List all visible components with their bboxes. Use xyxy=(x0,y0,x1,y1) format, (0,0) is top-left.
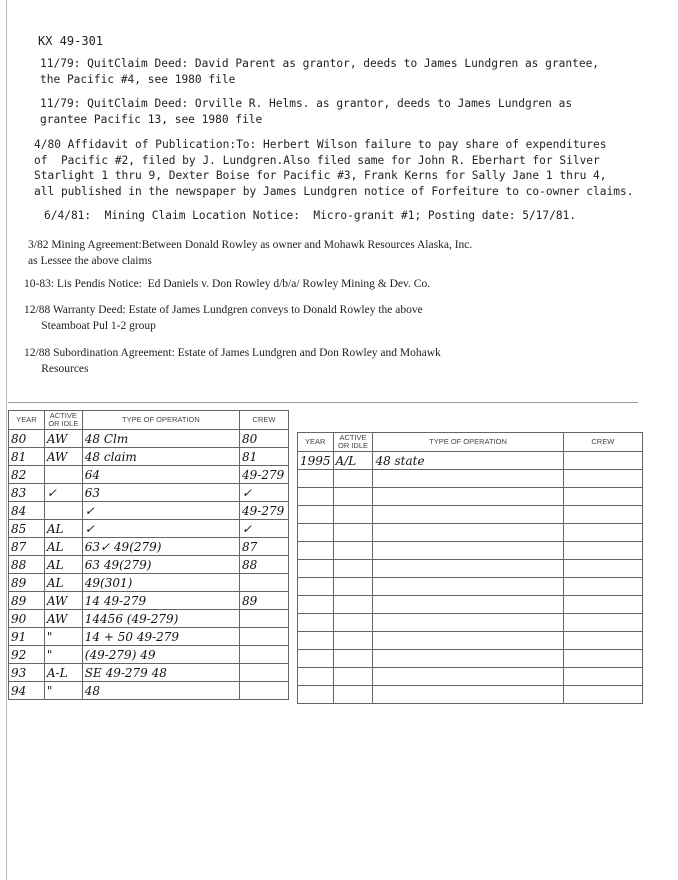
operation-cell xyxy=(373,668,563,686)
crew-cell xyxy=(563,614,642,632)
operation-cell: ✓ xyxy=(82,502,239,520)
col-crew-header: CREW xyxy=(240,411,289,430)
left-operations-table xyxy=(8,410,289,700)
table-row xyxy=(9,484,289,502)
crew-cell xyxy=(563,452,642,470)
active-cell: " xyxy=(44,628,82,646)
crew-cell: 81 xyxy=(240,448,289,466)
table-row xyxy=(9,574,289,592)
col-crew-header: CREW xyxy=(563,433,642,452)
table-row xyxy=(298,668,643,686)
active-cell xyxy=(333,488,373,506)
col-operation-header: TYPE OF OPERATION xyxy=(373,433,563,452)
year-cell: 91 xyxy=(9,628,45,646)
table-row xyxy=(9,664,289,682)
year-cell xyxy=(298,596,334,614)
table-row xyxy=(298,488,643,506)
table-row xyxy=(9,556,289,574)
entry-warranty-deed: 12/88 Warranty Deed: Estate of James Lundgren conveys to Donald Rowley the above Steamboat Pul 1-2 group xyxy=(24,304,423,332)
crew-cell: 49-279 xyxy=(240,502,289,520)
active-cell xyxy=(333,596,373,614)
table-row xyxy=(9,466,289,484)
year-cell: 87 xyxy=(9,538,45,556)
divider-line xyxy=(8,402,638,403)
col-active-header: ACTIVE OR IDLE xyxy=(44,411,82,430)
entry-affidavit: 4/80 Affidavit of Publication:To: Herbert Wilson failure to pay share of expenditures of Pacific #2, filed by J. Lundgren.Also filed same for John R. Eberhart for Silver Starlight 1 thru 9, Dexter Boise for Pacific #3, Frank Kerns for Sally Jane 1 thru 4, all published in the newspaper by James Lundgren notice of Forfeiture to co-owner claims. xyxy=(34,138,634,198)
doc-id: KX 49-301 xyxy=(38,34,104,48)
table-row xyxy=(298,596,643,614)
table-row xyxy=(298,506,643,524)
active-cell: " xyxy=(44,646,82,664)
table-row xyxy=(298,578,643,596)
crew-cell xyxy=(563,632,642,650)
table-row xyxy=(9,610,289,628)
year-cell xyxy=(298,686,334,704)
operation-cell: 48 state xyxy=(373,452,563,470)
operation-cell: ✓ xyxy=(82,520,239,538)
active-cell: AW xyxy=(44,610,82,628)
active-cell xyxy=(333,668,373,686)
table-row xyxy=(9,628,289,646)
table-row xyxy=(9,520,289,538)
table-row xyxy=(9,682,289,700)
active-cell: AW xyxy=(44,430,82,448)
crew-cell xyxy=(563,596,642,614)
year-cell xyxy=(298,542,334,560)
table-row xyxy=(298,542,643,560)
operation-cell: 64 xyxy=(82,466,239,484)
table-row xyxy=(298,686,643,704)
operation-cell xyxy=(373,650,563,668)
crew-cell xyxy=(563,542,642,560)
year-cell: 1995 xyxy=(298,452,334,470)
operation-cell xyxy=(373,506,563,524)
operation-cell: SE 49-279 48 xyxy=(82,664,239,682)
active-cell: A/L xyxy=(333,452,373,470)
year-cell: 93 xyxy=(9,664,45,682)
active-cell xyxy=(333,650,373,668)
crew-cell xyxy=(240,610,289,628)
crew-cell xyxy=(563,686,642,704)
table-row xyxy=(9,502,289,520)
crew-cell: 88 xyxy=(240,556,289,574)
crew-cell xyxy=(563,470,642,488)
table-row xyxy=(298,650,643,668)
year-cell: 82 xyxy=(9,466,45,484)
crew-cell: ✓ xyxy=(240,484,289,502)
active-cell: ✓ xyxy=(44,484,82,502)
entry-subordination: 12/88 Subordination Agreement: Estate of James Lundgren and Don Rowley and Mohawk Resources xyxy=(24,347,441,375)
year-cell xyxy=(298,650,334,668)
operation-cell: 14 + 50 49-279 xyxy=(82,628,239,646)
table-row xyxy=(298,524,643,542)
active-cell: AW xyxy=(44,448,82,466)
entry-location-notice: 6/4/81: Mining Claim Location Notice: Micro-granit #1; Posting date: 5/17/81. xyxy=(44,209,577,222)
active-cell xyxy=(333,686,373,704)
crew-cell xyxy=(240,646,289,664)
crew-cell xyxy=(563,506,642,524)
table-row xyxy=(298,632,643,650)
crew-cell: 89 xyxy=(240,592,289,610)
year-cell xyxy=(298,506,334,524)
active-cell: AL xyxy=(44,556,82,574)
entry-quitclaim-helms: 11/79: QuitClaim Deed: Orville R. Helms. as grantor, deeds to James Lundgren as grantee Pacific 13, see 1980 file xyxy=(40,97,573,126)
active-cell: AL xyxy=(44,538,82,556)
active-cell: AL xyxy=(44,520,82,538)
year-cell xyxy=(298,524,334,542)
crew-cell xyxy=(240,574,289,592)
year-cell: 89 xyxy=(9,574,45,592)
crew-cell xyxy=(563,488,642,506)
crew-cell xyxy=(240,682,289,700)
year-cell: 94 xyxy=(9,682,45,700)
year-cell: 89 xyxy=(9,592,45,610)
year-cell: 81 xyxy=(9,448,45,466)
operation-cell: 48 claim xyxy=(82,448,239,466)
year-cell xyxy=(298,470,334,488)
active-cell xyxy=(333,560,373,578)
year-cell: 92 xyxy=(9,646,45,664)
active-cell xyxy=(333,470,373,488)
table-row xyxy=(298,470,643,488)
operation-cell xyxy=(373,578,563,596)
crew-cell xyxy=(240,628,289,646)
right-operations-table xyxy=(297,432,643,704)
col-year-header: YEAR xyxy=(298,433,334,452)
operation-cell: 63✓ 49(279) xyxy=(82,538,239,556)
year-cell xyxy=(298,560,334,578)
year-cell: 88 xyxy=(9,556,45,574)
entry-mining-agreement: 3/82 Mining Agreement:Between Donald Rowley as owner and Mohawk Resources Alaska, Inc. as Lessee the above claims xyxy=(28,239,473,267)
operation-cell xyxy=(373,542,563,560)
operation-cell: (49-279) 49 xyxy=(82,646,239,664)
table-row xyxy=(9,538,289,556)
year-cell: 83 xyxy=(9,484,45,502)
table-header-row xyxy=(9,411,289,430)
active-cell: " xyxy=(44,682,82,700)
crew-cell: ✓ xyxy=(240,520,289,538)
crew-cell: 49-279 xyxy=(240,466,289,484)
table-row xyxy=(298,560,643,578)
operation-cell: 48 Clm xyxy=(82,430,239,448)
active-cell xyxy=(333,578,373,596)
operation-cell xyxy=(373,488,563,506)
table-row xyxy=(9,646,289,664)
year-cell xyxy=(298,668,334,686)
crew-cell xyxy=(563,524,642,542)
operation-cell: 49(301) xyxy=(82,574,239,592)
year-cell: 80 xyxy=(9,430,45,448)
table-header-row xyxy=(298,433,643,452)
year-cell xyxy=(298,632,334,650)
col-active-header: ACTIVE OR IDLE xyxy=(333,433,373,452)
crew-cell: 80 xyxy=(240,430,289,448)
operation-cell: 63 49(279) xyxy=(82,556,239,574)
operation-cell xyxy=(373,560,563,578)
operation-cell: 48 xyxy=(82,682,239,700)
operation-cell: 14 49-279 xyxy=(82,592,239,610)
page-edge xyxy=(6,0,7,880)
year-cell: 90 xyxy=(9,610,45,628)
active-cell: AL xyxy=(44,574,82,592)
crew-cell xyxy=(563,578,642,596)
crew-cell xyxy=(563,650,642,668)
operation-cell: 63 xyxy=(82,484,239,502)
crew-cell xyxy=(563,560,642,578)
year-cell xyxy=(298,578,334,596)
entry-lis-pendis: 10-83: Lis Pendis Notice: Ed Daniels v. Don Rowley d/b/a/ Rowley Mining & Dev. Co. xyxy=(24,278,431,290)
active-cell xyxy=(44,466,82,484)
table-row xyxy=(298,452,643,470)
active-cell xyxy=(333,506,373,524)
year-cell xyxy=(298,488,334,506)
active-cell xyxy=(333,614,373,632)
operation-cell xyxy=(373,632,563,650)
crew-cell xyxy=(563,668,642,686)
active-cell: AW xyxy=(44,592,82,610)
entry-quitclaim-parent: 11/79: QuitClaim Deed: David Parent as grantor, deeds to James Lundgren as grantee, the Pacific #4, see 1980 file xyxy=(40,57,600,86)
active-cell xyxy=(333,524,373,542)
operation-cell xyxy=(373,524,563,542)
col-operation-header: TYPE OF OPERATION xyxy=(82,411,239,430)
active-cell: A-L xyxy=(44,664,82,682)
col-year-header: YEAR xyxy=(9,411,45,430)
table-row xyxy=(9,592,289,610)
table-row xyxy=(9,430,289,448)
year-cell xyxy=(298,614,334,632)
crew-cell: 87 xyxy=(240,538,289,556)
active-cell xyxy=(333,542,373,560)
operation-cell xyxy=(373,614,563,632)
year-cell: 85 xyxy=(9,520,45,538)
operation-cell: 14456 (49-279) xyxy=(82,610,239,628)
year-cell: 84 xyxy=(9,502,45,520)
operation-cell xyxy=(373,470,563,488)
operation-cell xyxy=(373,596,563,614)
operation-cell xyxy=(373,686,563,704)
crew-cell xyxy=(240,664,289,682)
active-cell xyxy=(333,632,373,650)
table-row xyxy=(9,448,289,466)
table-row xyxy=(298,614,643,632)
active-cell xyxy=(44,502,82,520)
